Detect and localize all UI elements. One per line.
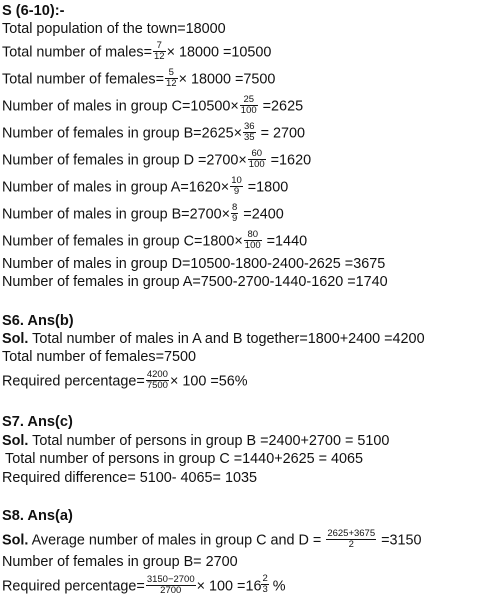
text-line: Total population of the town=18000 [2, 21, 226, 37]
equation-line: Number of females in group B=2625× $\frac{36}{35}$ = 2700 [2, 121, 305, 143]
sol-label: Sol. [2, 331, 29, 347]
fraction: $\frac{5}{12}$ [165, 67, 177, 89]
section-heading-s7: S7. Ans(c) [2, 414, 73, 430]
fraction: $\frac{2}{3}$ [262, 573, 268, 595]
equation-line: Required percentage= $\frac{4200}{7500}$ × 100 =56% [2, 369, 248, 391]
solution-line: Sol. Total number of males in A and B together=1800+2400 =4200 [2, 331, 425, 347]
fraction: $\frac{8}{9}$ [232, 202, 238, 224]
fraction: $\frac{4200}{7500}$ [146, 369, 168, 391]
equation-line: Number of males in group A=1620× $\frac{10}{9}$ =1800 [2, 175, 289, 197]
equation-line: Total number of males= $\frac{7}{12}$ × 18000 =10500 [2, 40, 272, 62]
sol-label: Sol. [2, 433, 29, 449]
sol-label: Sol. [2, 532, 29, 549]
fraction: $\frac{36}{35}$ [244, 121, 255, 143]
fraction: $\frac{3150-2700}{2700}$ [146, 574, 195, 596]
fraction: $\frac{60}{100}$ [248, 148, 265, 170]
text-line: Required difference= 5100- 4065= 1035 [2, 470, 257, 486]
text-line: Total number of females=7500 [2, 349, 196, 365]
fraction: $\frac{80}{100}$ [244, 229, 261, 251]
equation-line: Required percentage= $\frac{3150-2700}{2700}$ × 100 =16 $\frac{2}{3}$ % [2, 573, 286, 596]
equation-line: Number of females in group D =2700× $\frac{60}{100}$ =1620 [2, 148, 312, 170]
fraction: $\frac{7}{12}$ [153, 40, 165, 62]
equation-line: Number of females in group C=1800× $\frac{80}{100}$ =1440 [2, 229, 308, 251]
fraction: $\frac{25}{100}$ [240, 94, 257, 116]
text-line: Number of males in group D=10500-1800-2400-2625 =3675 [2, 256, 386, 272]
text-line: Total number of persons in group C =1440+2625 = 4065 [5, 451, 364, 467]
section-heading-s6: S6. Ans(b) [2, 313, 74, 329]
section-heading-s6-10: S (6-10):- [2, 3, 65, 19]
fraction: $\frac{10}{9}$ [231, 175, 242, 197]
solution-line: Sol. Total number of persons in group B =2400+2700 = 5100 [2, 433, 390, 449]
fraction: $\frac{2625+3675}{2}$ [327, 528, 376, 550]
text-line: Number of females in group A=7500-2700-1440-1620 =1740 [2, 274, 388, 290]
equation-line: Number of males in group B=2700× $\frac{8}{9}$ =2400 [2, 202, 284, 224]
text-line: Number of females in group B= 2700 [2, 554, 238, 570]
equation-line: Sol. Average number of males in group C and D = $\frac{2625+3675}{2}$ =3150 [2, 528, 422, 550]
mixed-fraction [261, 573, 268, 597]
equation-line: Total number of females= $\frac{5}{12}$ × 18000 =7500 [2, 67, 276, 89]
section-heading-s8: S8. Ans(a) [2, 508, 73, 524]
equation-line: Number of males in group C=10500× $\frac{25}{100}$ =2625 [2, 94, 304, 116]
